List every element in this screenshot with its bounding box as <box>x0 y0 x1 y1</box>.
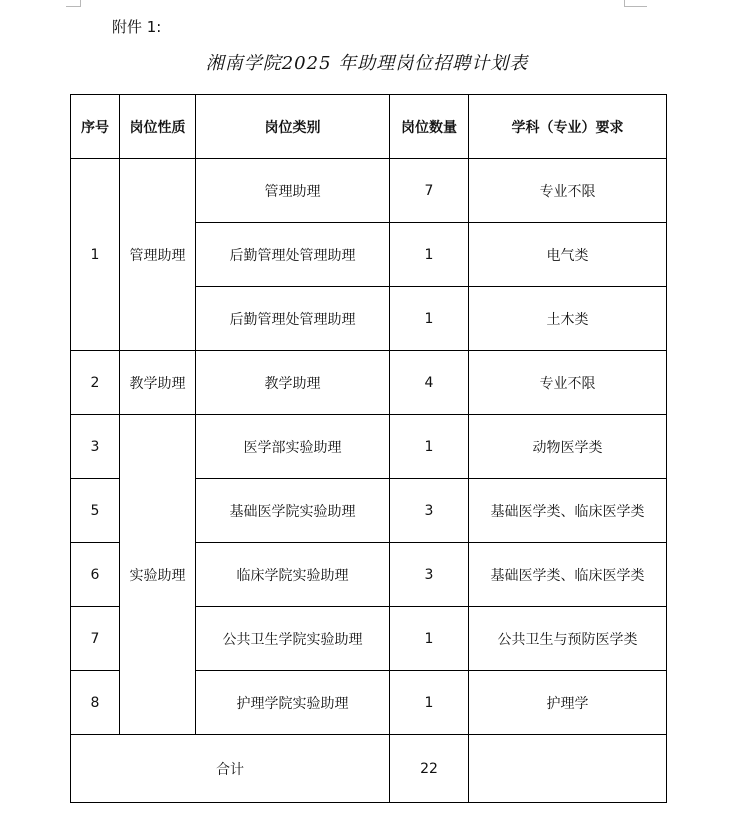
annex-label: 附件 1: <box>112 18 162 36</box>
requirement-cell: 公共卫生与预防医学类 <box>469 607 667 671</box>
requirement-cell: 护理学 <box>469 671 667 735</box>
nature-cell: 教学助理 <box>120 351 196 415</box>
count-cell: 1 <box>390 415 469 479</box>
requirement-cell: 专业不限 <box>469 159 667 223</box>
header-cell: 岗位性质 <box>120 95 196 159</box>
header-cell: 序号 <box>71 95 120 159</box>
count-cell: 1 <box>390 287 469 351</box>
requirement-cell: 动物医学类 <box>469 415 667 479</box>
requirement-cell: 基础医学类、临床医学类 <box>469 479 667 543</box>
category-cell: 后勤管理处管理助理 <box>196 223 390 287</box>
seq-cell: 1 <box>71 159 120 351</box>
requirement-cell: 土木类 <box>469 287 667 351</box>
category-cell: 临床学院实验助理 <box>196 543 390 607</box>
seq-cell: 2 <box>71 351 120 415</box>
category-cell: 公共卫生学院实验助理 <box>196 607 390 671</box>
table-row <box>71 351 667 415</box>
requirement-cell: 基础医学类、临床医学类 <box>469 543 667 607</box>
table-row <box>71 415 667 479</box>
category-cell: 护理学院实验助理 <box>196 671 390 735</box>
count-cell: 1 <box>390 607 469 671</box>
count-cell: 1 <box>390 223 469 287</box>
category-cell: 基础医学院实验助理 <box>196 479 390 543</box>
count-cell: 7 <box>390 159 469 223</box>
total-requirement-cell <box>469 735 667 803</box>
count-cell: 3 <box>390 479 469 543</box>
seq-cell: 5 <box>71 479 120 543</box>
seq-cell: 7 <box>71 607 120 671</box>
table-row <box>71 159 667 223</box>
seq-cell: 8 <box>71 671 120 735</box>
header-cell: 学科（专业）要求 <box>469 95 667 159</box>
requirement-cell: 电气类 <box>469 223 667 287</box>
total-count-cell: 22 <box>390 735 469 803</box>
recruitment-plan-table <box>70 94 667 803</box>
page-corner-mark-right <box>624 0 647 7</box>
category-cell: 管理助理 <box>196 159 390 223</box>
table-header-row <box>71 95 667 159</box>
nature-cell: 管理助理 <box>120 159 196 351</box>
nature-cell: 实验助理 <box>120 415 196 735</box>
page-title: 湘南学院2025 年助理岗位招聘计划表 <box>205 53 529 74</box>
category-cell: 后勤管理处管理助理 <box>196 287 390 351</box>
page-corner-mark-left <box>66 0 81 7</box>
count-cell: 1 <box>390 671 469 735</box>
seq-cell: 3 <box>71 415 120 479</box>
header-cell: 岗位数量 <box>390 95 469 159</box>
total-label-cell: 合计 <box>71 735 390 803</box>
seq-cell: 6 <box>71 543 120 607</box>
category-cell: 医学部实验助理 <box>196 415 390 479</box>
requirement-cell: 专业不限 <box>469 351 667 415</box>
count-cell: 3 <box>390 543 469 607</box>
header-cell: 岗位类别 <box>196 95 390 159</box>
category-cell: 教学助理 <box>196 351 390 415</box>
count-cell: 4 <box>390 351 469 415</box>
total-row <box>71 735 667 803</box>
